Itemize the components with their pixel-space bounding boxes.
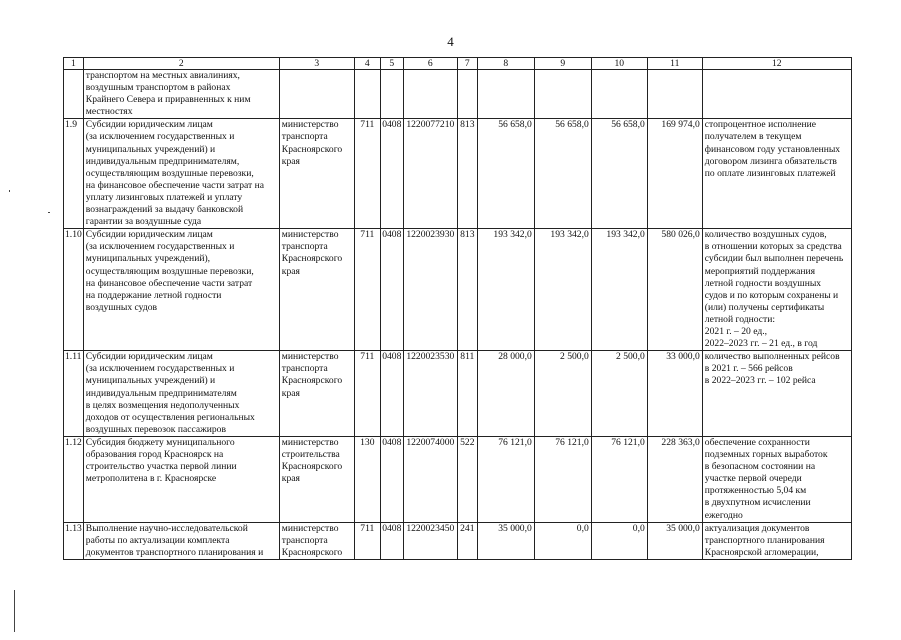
row-number: 1.9	[64, 119, 84, 229]
table-row	[64, 229, 852, 351]
grbs-code: 711	[354, 229, 380, 351]
budget-table	[63, 57, 852, 560]
target-article-code: 1220023530	[403, 351, 457, 437]
amount-2022: 193 342,0	[534, 229, 591, 351]
row-number: 1.13	[64, 522, 84, 559]
executor: министерство транспорта Красноярского края	[279, 351, 354, 437]
section-code: 0408	[380, 436, 403, 522]
amount-total	[647, 70, 702, 119]
table-row	[64, 522, 852, 559]
target-article-code: 1220074000	[403, 436, 457, 522]
column-header: 9	[534, 58, 591, 70]
expense-type-code: 241	[457, 522, 477, 559]
measure-name: Субсидии юридическим лицам (за исключением государственных и муниципальных учреждений), осуществляющим воздушные перевозки, на финансовое обеспечение части затрат на поддержание летной годности воздушных судов	[83, 229, 279, 351]
column-number-row	[64, 58, 852, 70]
column-header: 5	[380, 58, 403, 70]
amount-2023: 56 658,0	[591, 119, 647, 229]
table-row	[64, 351, 852, 437]
column-header: 4	[354, 58, 380, 70]
expected-result: актуализация документов транспортного планирования Красноярской агломерации,	[702, 522, 851, 559]
amount-2022: 76 121,0	[534, 436, 591, 522]
amount-2023: 0,0	[591, 522, 647, 559]
target-article-code: 1220023450	[403, 522, 457, 559]
executor: министерство строительства Красноярского края	[279, 436, 354, 522]
amount-total: 33 000,0	[647, 351, 702, 437]
expected-result: количество воздушных судов, в отношении которых за средства субсидии был выполнен перечень мероприятий поддержания летной годности воздушных судов и по которым сохранены и (или) получены сертификаты летной годности: 2021 г. – 20 ед., 2022–2023 гг. – 21 ед., в год	[702, 229, 851, 351]
column-header: 12	[702, 58, 851, 70]
expense-type-code	[457, 70, 477, 119]
executor: министерство транспорта Красноярского	[279, 522, 354, 559]
executor	[279, 70, 354, 119]
section-code: 0408	[380, 229, 403, 351]
amount-2021: 193 342,0	[477, 229, 534, 351]
expense-type-code: 522	[457, 436, 477, 522]
scan-mark	[48, 212, 50, 213]
scan-mark	[9, 190, 10, 192]
measure-name: транспортом на местных авиалиниях, воздушным транспортом в районах Крайнего Севера и приравненных к ним местностях	[83, 70, 279, 119]
table-row	[64, 436, 852, 522]
column-header: 6	[403, 58, 457, 70]
amount-total: 580 026,0	[647, 229, 702, 351]
measure-name: Субсидия бюджету муниципального образования город Красноярск на строительство участка первой линии метрополитена в г. Красноярске	[83, 436, 279, 522]
amount-2023: 76 121,0	[591, 436, 647, 522]
amount-2021: 28 000,0	[477, 351, 534, 437]
grbs-code	[354, 70, 380, 119]
amount-total: 169 974,0	[647, 119, 702, 229]
grbs-code: 711	[354, 522, 380, 559]
executor: министерство транспорта Красноярского края	[279, 119, 354, 229]
column-header: 2	[83, 58, 279, 70]
scan-edge-line	[14, 590, 15, 632]
expected-result: стопроцентное исполнение получателем в текущем финансовом году установленных договором лизинга обязательств по оплате лизинговых платежей	[702, 119, 851, 229]
grbs-code: 130	[354, 436, 380, 522]
expected-result: количество выполненных рейсов в 2021 г. – 566 рейсов в 2022–2023 гг. – 102 рейса	[702, 351, 851, 437]
column-header: 1	[64, 58, 84, 70]
table-row	[64, 70, 852, 119]
target-article-code: 1220023930	[403, 229, 457, 351]
row-number: 1.12	[64, 436, 84, 522]
section-code	[380, 70, 403, 119]
expected-result	[702, 70, 851, 119]
amount-2022: 56 658,0	[534, 119, 591, 229]
amount-total: 35 000,0	[647, 522, 702, 559]
row-number	[64, 70, 84, 119]
section-code: 0408	[380, 119, 403, 229]
section-code: 0408	[380, 522, 403, 559]
measure-name: Субсидии юридическим лицам (за исключением государственных и муниципальных учреждений) и индивидуальным предпринимателям, осуществляющим воздушные перевозки, на финансовое обеспечение части затрат на уплату лизинговых платежей и уплату вознаграждений за выдачу банковской гарантии за воздушные суда	[83, 119, 279, 229]
amount-2022	[534, 70, 591, 119]
target-article-code: 1220077210	[403, 119, 457, 229]
column-header: 3	[279, 58, 354, 70]
grbs-code: 711	[354, 119, 380, 229]
amount-2021: 76 121,0	[477, 436, 534, 522]
expense-type-code: 813	[457, 229, 477, 351]
column-header: 8	[477, 58, 534, 70]
page-number: 4	[447, 34, 454, 49]
amount-2023: 193 342,0	[591, 229, 647, 351]
amount-2023	[591, 70, 647, 119]
expected-result: обеспечение сохранности подземных горных выработок в безопасном состоянии на участке первой очереди протяженностью 5,04 км в двухпутном исчислении ежегодно	[702, 436, 851, 522]
grbs-code: 711	[354, 351, 380, 437]
measure-name: Субсидии юридическим лицам (за исключением государственных и муниципальных учреждений) и индивидуальным предпринимателям в целях возмещения недополученных доходов от осуществления региональных воздушных перевозок пассажиров	[83, 351, 279, 437]
section-code: 0408	[380, 351, 403, 437]
expense-type-code: 811	[457, 351, 477, 437]
amount-2022: 2 500,0	[534, 351, 591, 437]
column-header: 10	[591, 58, 647, 70]
amount-2021	[477, 70, 534, 119]
amount-2021: 35 000,0	[477, 522, 534, 559]
amount-2021: 56 658,0	[477, 119, 534, 229]
table-row	[64, 119, 852, 229]
amount-2022: 0,0	[534, 522, 591, 559]
row-number: 1.10	[64, 229, 84, 351]
column-header: 11	[647, 58, 702, 70]
amount-total: 228 363,0	[647, 436, 702, 522]
target-article-code	[403, 70, 457, 119]
column-header: 7	[457, 58, 477, 70]
executor: министерство транспорта Красноярского края	[279, 229, 354, 351]
amount-2023: 2 500,0	[591, 351, 647, 437]
measure-name: Выполнение научно-исследовательской работы по актуализации комплекта документов транспортного планирования и	[83, 522, 279, 559]
expense-type-code: 813	[457, 119, 477, 229]
row-number: 1.11	[64, 351, 84, 437]
